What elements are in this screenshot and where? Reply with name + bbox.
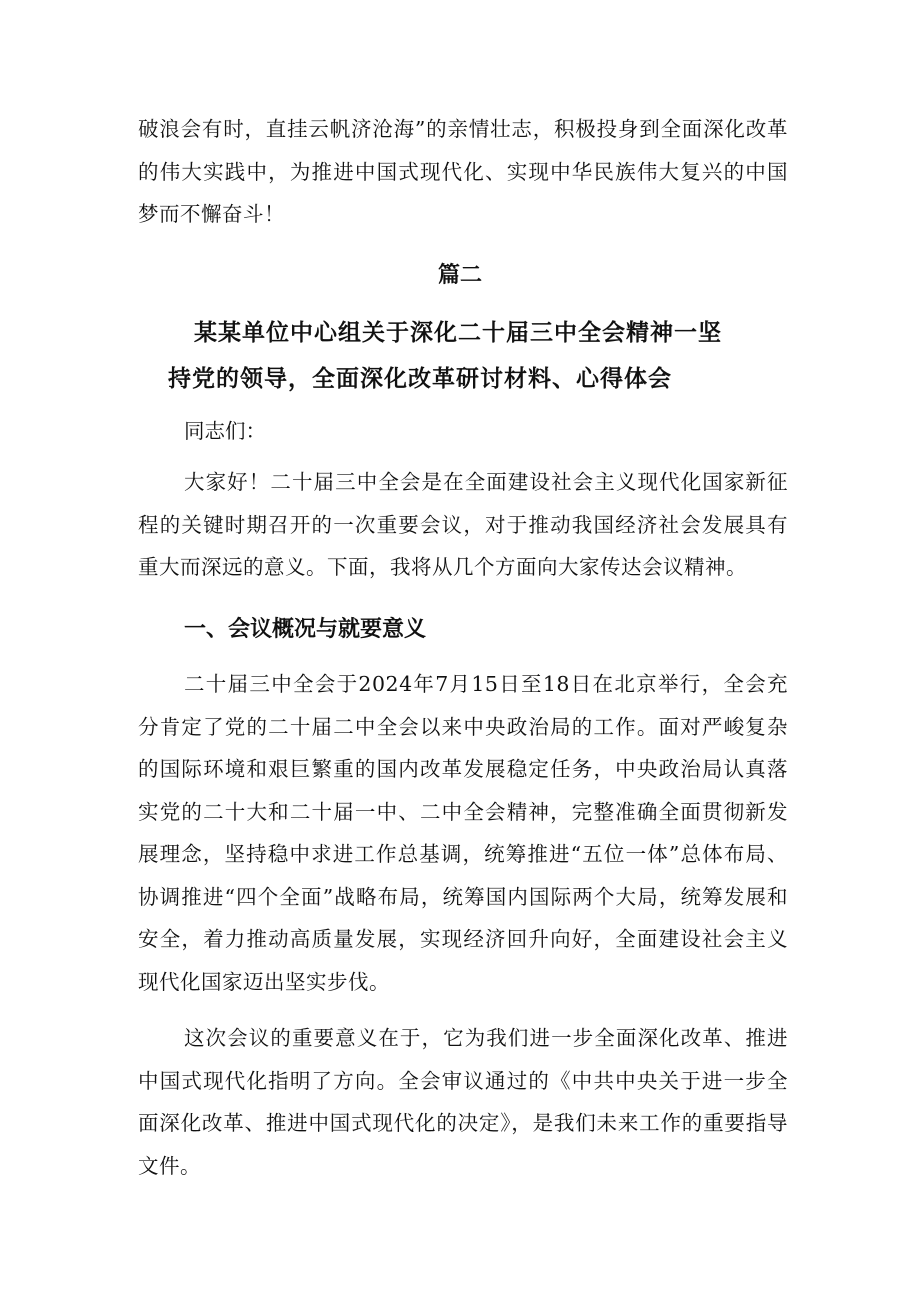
- title-line-2: 持党的领导，全面深化改革研讨材料、心得体会: [168, 366, 672, 392]
- section-label: 篇二: [437, 263, 482, 288]
- continuation-paragraph: 破浪会有时，直挂云帆济沧海”的亲情壮志，积极投身到全面深化改革的伟大实践中，为推进中国式现代化、实现中华民族伟大复兴的中国梦而不懈奋斗！: [138, 117, 788, 226]
- overview-paragraph: 二十届三中全会于2024年7月15日至18日在北京举行，全会充分肯定了党的二十届二中全会以来中央政治局的工作。面对严峻复杂的国际环境和艰巨繁重的国内改革发展稳定任务，中央政治局认真落实党的二十大和二十届一中、二中全会精神，完整准确全面贯彻新发展理念，坚持稳中求进工作总基调，统筹推进“五位一体”总体布局、协调推进“四个全面”战略布局，统筹国内国际两个大局，统筹发展和安全，着力推动高质量发展，实现经济回升向好，全面建设社会主义现代化国家迈出坚实步伐。: [138, 672, 788, 994]
- section-heading-1: 一、会议概况与就要意义: [184, 617, 427, 642]
- significance-paragraph: 这次会议的重要意义在于，它为我们进一步全面深化改革、推进中国式现代化指明了方向。全会审议通过的《中共中央关于进一步全面深化改革、推进中国式现代化的决定》，是我们未来工作的重要指导文件。: [138, 1026, 788, 1178]
- intro-paragraph: 大家好！二十届三中全会是在全面建设社会主义现代化国家新征程的关键时期召开的一次重要会议，对于推动我国经济社会发展具有重大而深远的意义。下面，我将从几个方面向大家传达会议精神。: [138, 470, 788, 579]
- title-line-1: 某某单位中心组关于深化二十届三中全会精神一坚: [194, 320, 722, 346]
- document-title: [160, 310, 790, 402]
- greeting: 同志们：: [184, 419, 266, 443]
